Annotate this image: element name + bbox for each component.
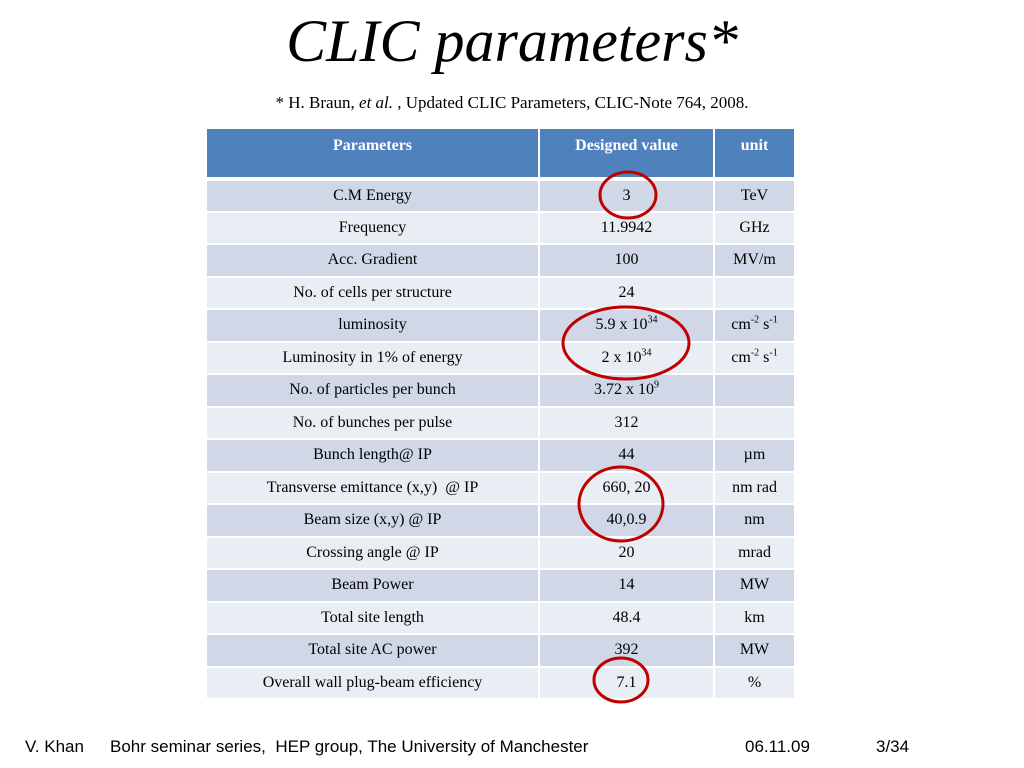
unit-exponent: -1 [769,314,778,326]
param-unit: TeV [714,179,795,212]
param-name: Beam size (x,y) @ IP [206,504,539,537]
param-unit: µm [714,439,795,472]
param-name: luminosity [206,309,539,342]
table-row [206,472,795,505]
table-row [206,342,795,375]
param-unit [714,309,795,342]
header-designed-value: Designed value [539,128,714,179]
footer-event: Bohr seminar series, HEP group, The University of Manchester [110,737,589,756]
param-unit: MV/m [714,244,795,277]
table-row [206,504,795,537]
param-name: Total site AC power [206,634,539,667]
param-name: Crossing angle @ IP [206,537,539,570]
param-unit: MW [714,634,795,667]
param-value: 20 [539,537,714,570]
param-unit: % [714,667,795,700]
citation [0,92,1024,114]
footer-date: 06.11.09 [745,737,810,756]
param-value: 7.1 [539,667,714,700]
value-exponent: 34 [641,347,652,359]
param-unit [714,342,795,375]
param-name: No. of bunches per pulse [206,407,539,440]
footer-author: V. Khan [25,737,84,756]
unit-base: s [759,316,770,334]
table-row [206,407,795,440]
table-row [206,244,795,277]
value-exponent: 34 [647,314,658,326]
table-row [206,634,795,667]
citation-et-al: et al. [359,93,394,112]
param-name: Luminosity in 1% of energy [206,342,539,375]
param-unit: nm [714,504,795,537]
param-value [539,342,714,375]
param-name: Acc. Gradient [206,244,539,277]
table-row [206,309,795,342]
param-unit: km [714,602,795,635]
header-unit: unit [714,128,795,179]
table-row [206,667,795,700]
param-value: 100 [539,244,714,277]
table-row [206,537,795,570]
param-name: Total site length [206,602,539,635]
value-exponent: 9 [654,379,659,391]
param-name: C.M Energy [206,179,539,212]
param-value: 14 [539,569,714,602]
table-row [206,212,795,245]
param-name: Beam Power [206,569,539,602]
unit-base: s [759,348,770,366]
footer-page-number: 3/34 [876,737,910,756]
table-row [206,277,795,310]
unit-base: cm [731,316,751,334]
table-row [206,569,795,602]
citation-prefix: * H. Braun, [275,93,355,112]
param-unit: nm rad [714,472,795,505]
param-unit [714,277,795,310]
table-header-row [206,128,795,179]
table-row [206,602,795,635]
param-unit: GHz [714,212,795,245]
parameters-table [205,127,796,700]
slide-title: CLIC parameters* [286,8,738,74]
param-value [539,374,714,407]
param-unit: mrad [714,537,795,570]
table-row [206,439,795,472]
param-unit: MW [714,569,795,602]
header-parameters: Parameters [206,128,539,179]
slide-footer [0,734,1024,760]
value-base: 3.72 x 10 [594,381,654,399]
param-value: 392 [539,634,714,667]
param-unit [714,407,795,440]
param-value [539,309,714,342]
param-value: 48.4 [539,602,714,635]
param-value: 24 [539,277,714,310]
param-name: Overall wall plug-beam efficiency [206,667,539,700]
param-name: Transverse emittance (x,y) @ IP [206,472,539,505]
param-name: No. of cells per structure [206,277,539,310]
table-row [206,374,795,407]
param-value: 660, 20 [539,472,714,505]
param-name: Bunch length@ IP [206,439,539,472]
unit-base: cm [731,348,751,366]
unit-exponent: -2 [750,347,760,359]
table-row [206,179,795,212]
param-value: 3 [539,179,714,212]
param-unit [714,374,795,407]
param-value: 44 [539,439,714,472]
param-name: Frequency [206,212,539,245]
unit-exponent: -1 [769,347,778,359]
citation-suffix: , Updated CLIC Parameters, CLIC-Note 764, 2008. [397,93,749,112]
unit-exponent: -2 [750,314,760,326]
param-name: No. of particles per bunch [206,374,539,407]
param-value: 11.9942 [539,212,714,245]
value-base: 2 x 10 [601,348,642,366]
param-value: 40,0.9 [539,504,714,537]
param-value: 312 [539,407,714,440]
value-base: 5.9 x 10 [595,316,648,334]
